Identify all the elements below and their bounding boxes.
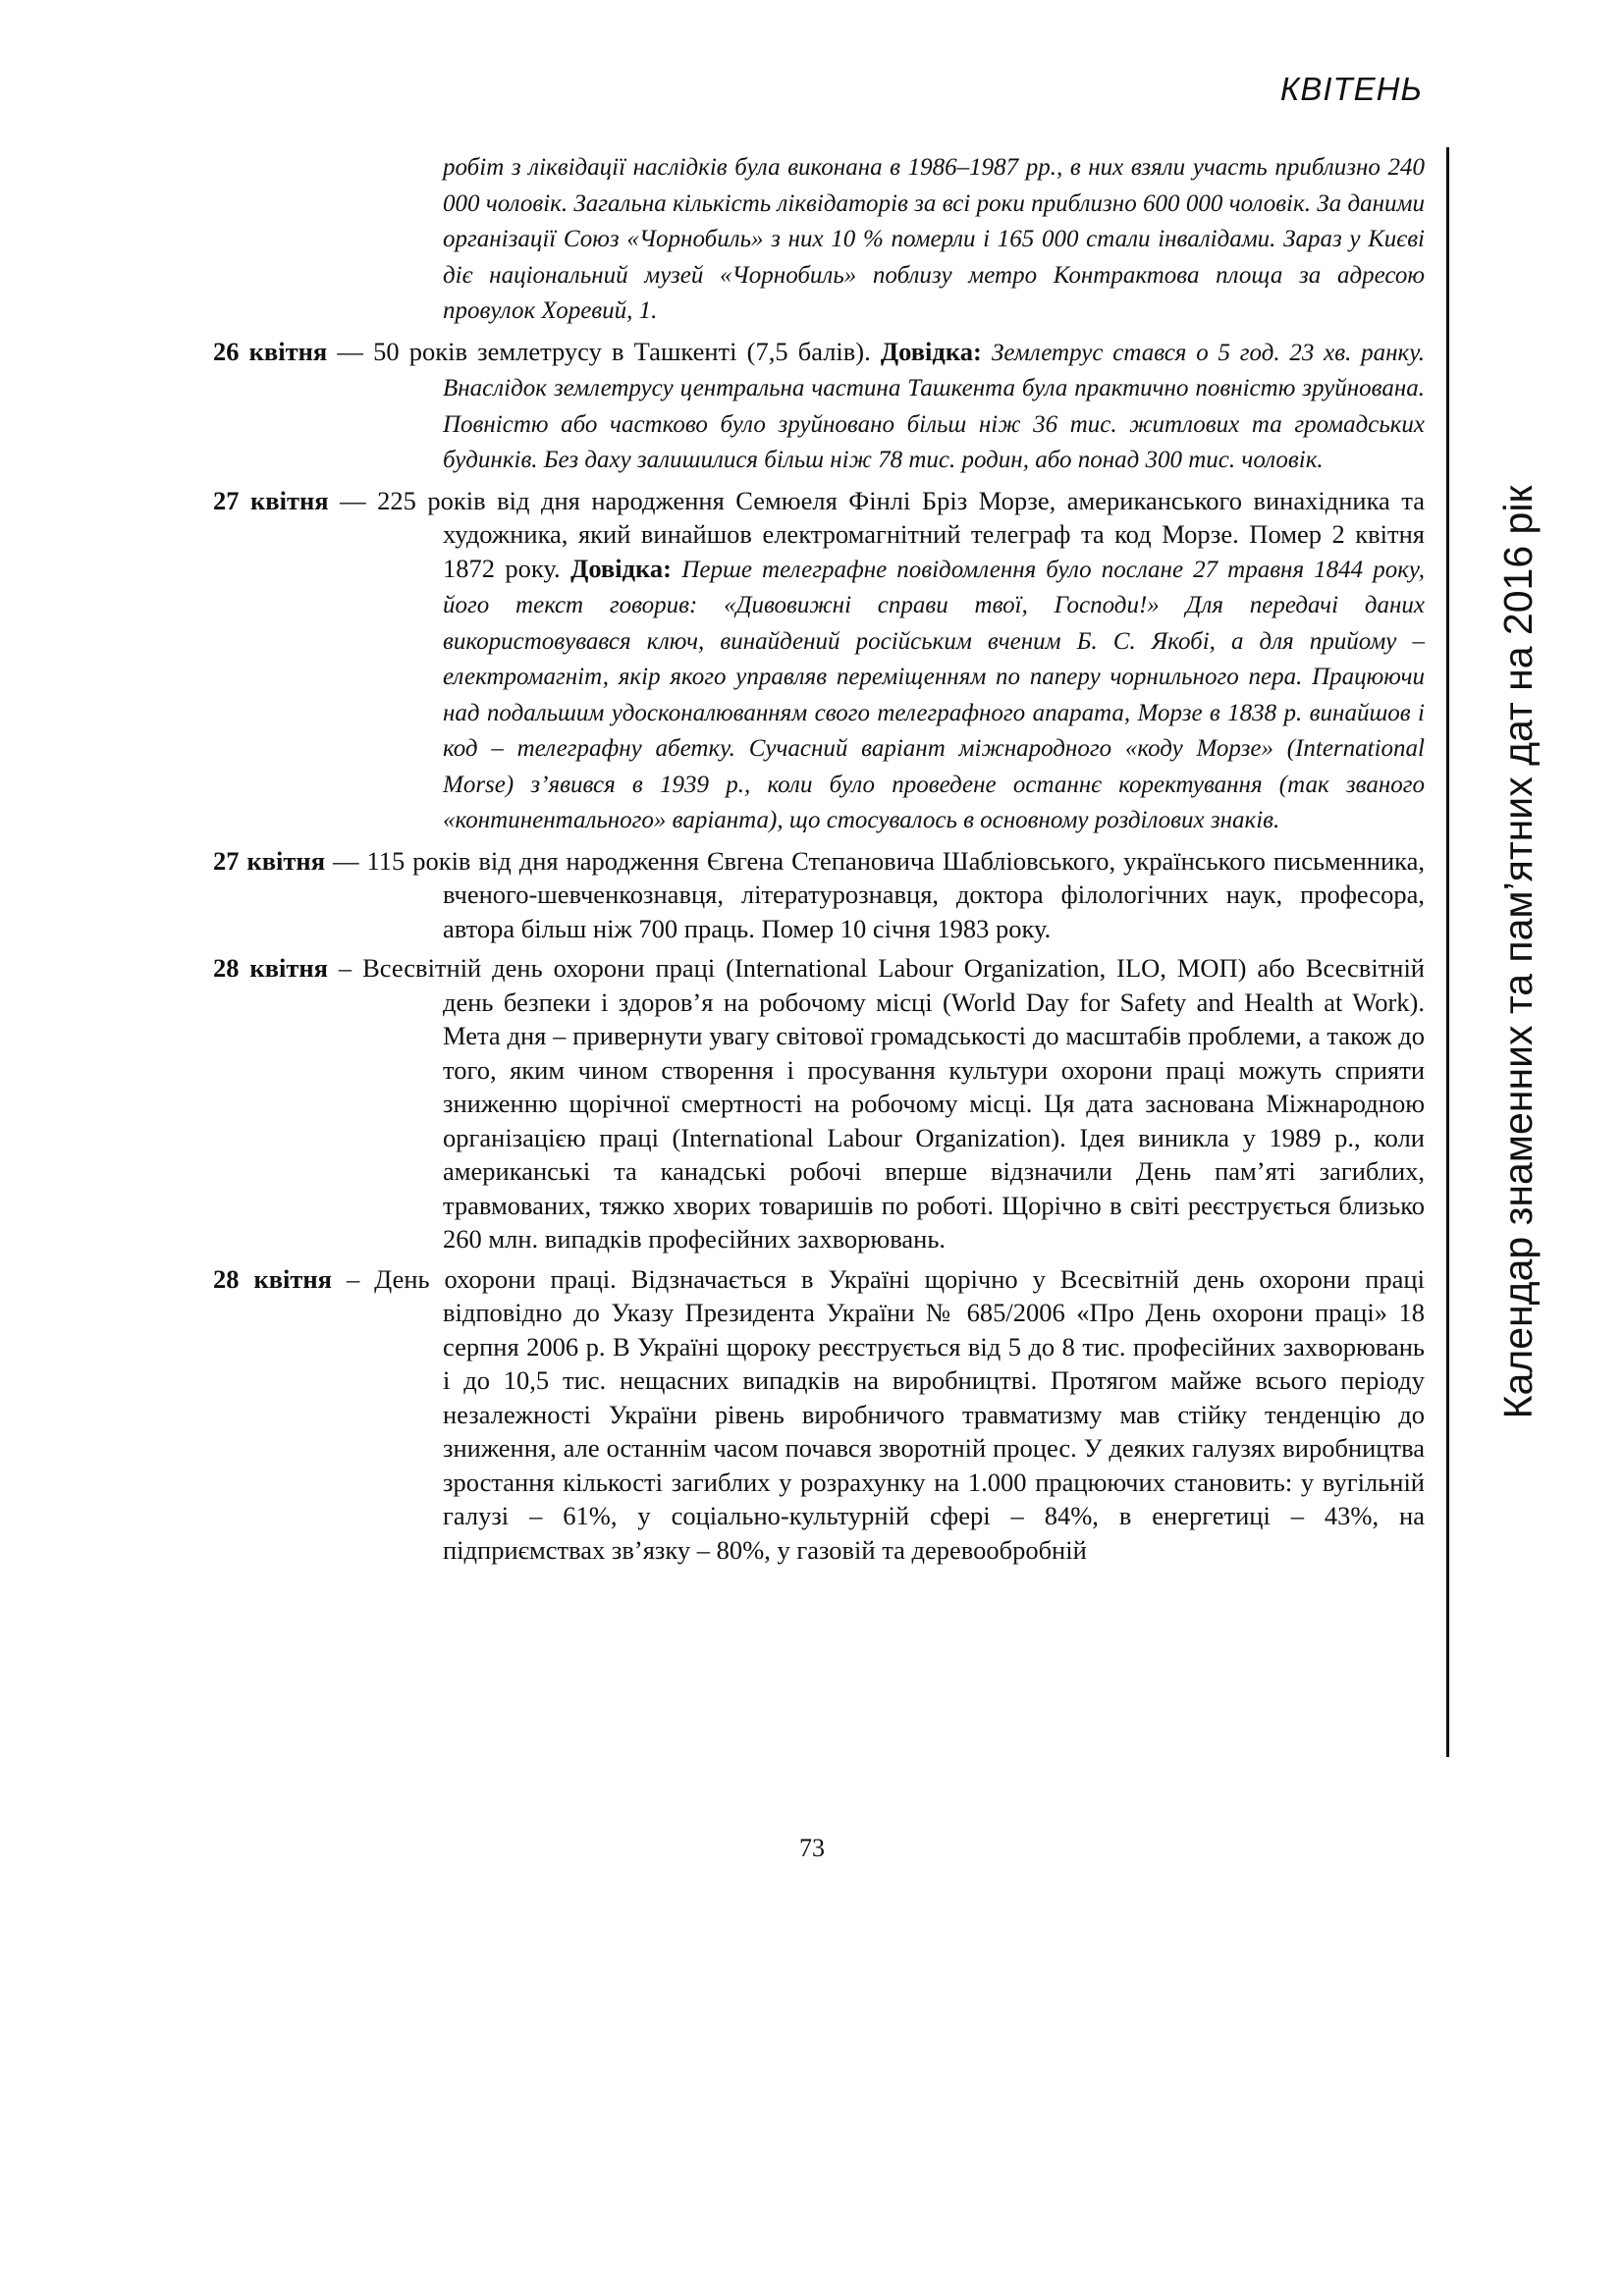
entry-note: Перше телеграфне повідомлення було послане 27 травня 1844 року, його текст говорив: «Дивовижні справи твої, Господи!» Для передачі даних використовувався ключ, винайдений російським вченим Б. С. Якобі, а для прийому – електромагніт, якір якого управляв переміщенням по паперу чорнильного пера. Працюючи над подальшим удосконалюванням свого телеграфного апарата, Морзе в 1838 р. винайшов і код – телеграфну абетку. Сучасний варіант міжнародного «коду Морзе» (International Morse) з’явився в 1939 р., коли було проведене останнє коректування (так званого «континентального» варіанта), що стосувалось в основному розділових знаків. — [443, 556, 1425, 833]
entry-separator: – — [332, 1263, 375, 1294]
entry-text: 50 років землетрусу в Ташкенті (7,5 балів). — [373, 336, 881, 366]
sidebar-title: Календар знаменних та пам’ятних дат на 2016 рік — [1495, 485, 1541, 1419]
entry-separator: — — [327, 336, 374, 366]
entry-text: 115 років від дня народження Євгена Степановича Шабліовського, українського письменника, вченого-шевченкознавця, літературознавця, доктора філологічних наук, професора, автора більш ніж 700 праць. Помер 10 січня 1983 року. — [366, 845, 1425, 943]
entry — [213, 844, 1425, 946]
entry — [213, 335, 1425, 478]
entry-continuation — [213, 149, 1425, 329]
entry — [213, 1262, 1425, 1568]
entry-separator: – — [328, 953, 363, 983]
entry-text: День охорони праці. Відзначається в Україні щорічно у Всесвітній день охорони праці відповідно до Указу Президента України № 685/2006 «Про День охорони праці» 18 серпня 2006 р. В Україні щороку реєструється від 5 до 8 тис. професійних захворювань і до 10,5 тис. нещасних випадків на виробництві. Протягом майже всього періоду незалежності України рівень виробничого травматизму мав стійку тенденцію до зниження, але останнім часом почався зворотній процес. У деяких галузях виробництва зростання кількості загиблих у розрахунку на 1.000 працюючих становить: у вугільній галузі – 61%, у соціально-культурній сфері – 84%, в енергетиці – 43%, на підприємствах зв’язку – 80%, у газовій та деревообробній — [374, 1263, 1425, 1565]
entry — [213, 951, 1425, 1256]
entry-date: 28 квітня — [213, 1263, 333, 1294]
entry-date: 28 квітня — [213, 953, 328, 983]
page-body — [213, 149, 1425, 1573]
entry-date: 27 квітня — [213, 845, 326, 876]
entry-date: 26 квітня — [213, 336, 328, 366]
entry-note: робіт з ліквідації наслідків була виконана в 1986–1987 рр., в них взяли участь приблизно 240 000 чоловік. Загальна кількість ліквідаторів за всі роки приблизно 600 000 чоловік. За даними організації Союз «Чорнобиль» з них 10 % померли і 165 000 стали інвалідами. Зараз у Києві діє національний музей «Чорнобиль» поблизу метро Контрактова площа за адресою провулок Хоревий, 1. — [443, 154, 1425, 324]
note-label: Довідка: — [570, 553, 682, 583]
entry-separator: — — [325, 845, 367, 876]
entry-date: 27 квітня — [213, 485, 329, 515]
page-number: 73 — [799, 1834, 825, 1862]
entry-text: 225 років від дня народження Семюеля Фінлі Бріз Морзе, американського винахідника та художника, який винайшов електромагнітний телеграф та код Морзе. Помер 2 квітня 1872 року. — [377, 485, 1425, 583]
note-label: Довідка: — [880, 336, 992, 366]
entry-text: Всесвітній день охорони праці (International Labour Organization, ILO, МОП) або Всесвітній день безпеки і здоров’я на робочому місці (World Day for Safety and Health at Work). Мета дня – привернути увагу світової громадськості до масштабів проблеми, а також до того, яким чином створення і просування культури охорони праці можуть сприяти зниженню щорічної смертності на робочому місці. Ця дата заснована Міжнародною організацією праці (International Labour Organization). Ідея виникла у 1989 р., коли американські та канадські робочі вперше відзначили День пам’яті загиблих, травмованих, тяжко хворих товаришів по роботі. Щорічно в світі реєструється близько 260 млн. випадків професійних захворювань. — [362, 953, 1425, 1254]
entry-separator: — — [328, 485, 378, 515]
entry-note: Землетрус стався о 5 год. 23 хв. ранку. Внаслідок землетрусу центральна частина Ташкента була практично повністю зруйнована. Повністю або частково було зруйновано більш ніж 36 тис. житлових та громадських будинків. Без даху залишилися більш ніж 78 тис. родин, або понад 300 тис. чоловік. — [443, 339, 1426, 473]
side-divider — [1446, 147, 1449, 1757]
entry — [213, 484, 1425, 838]
running-header: КВІТЕНЬ — [1279, 71, 1423, 107]
